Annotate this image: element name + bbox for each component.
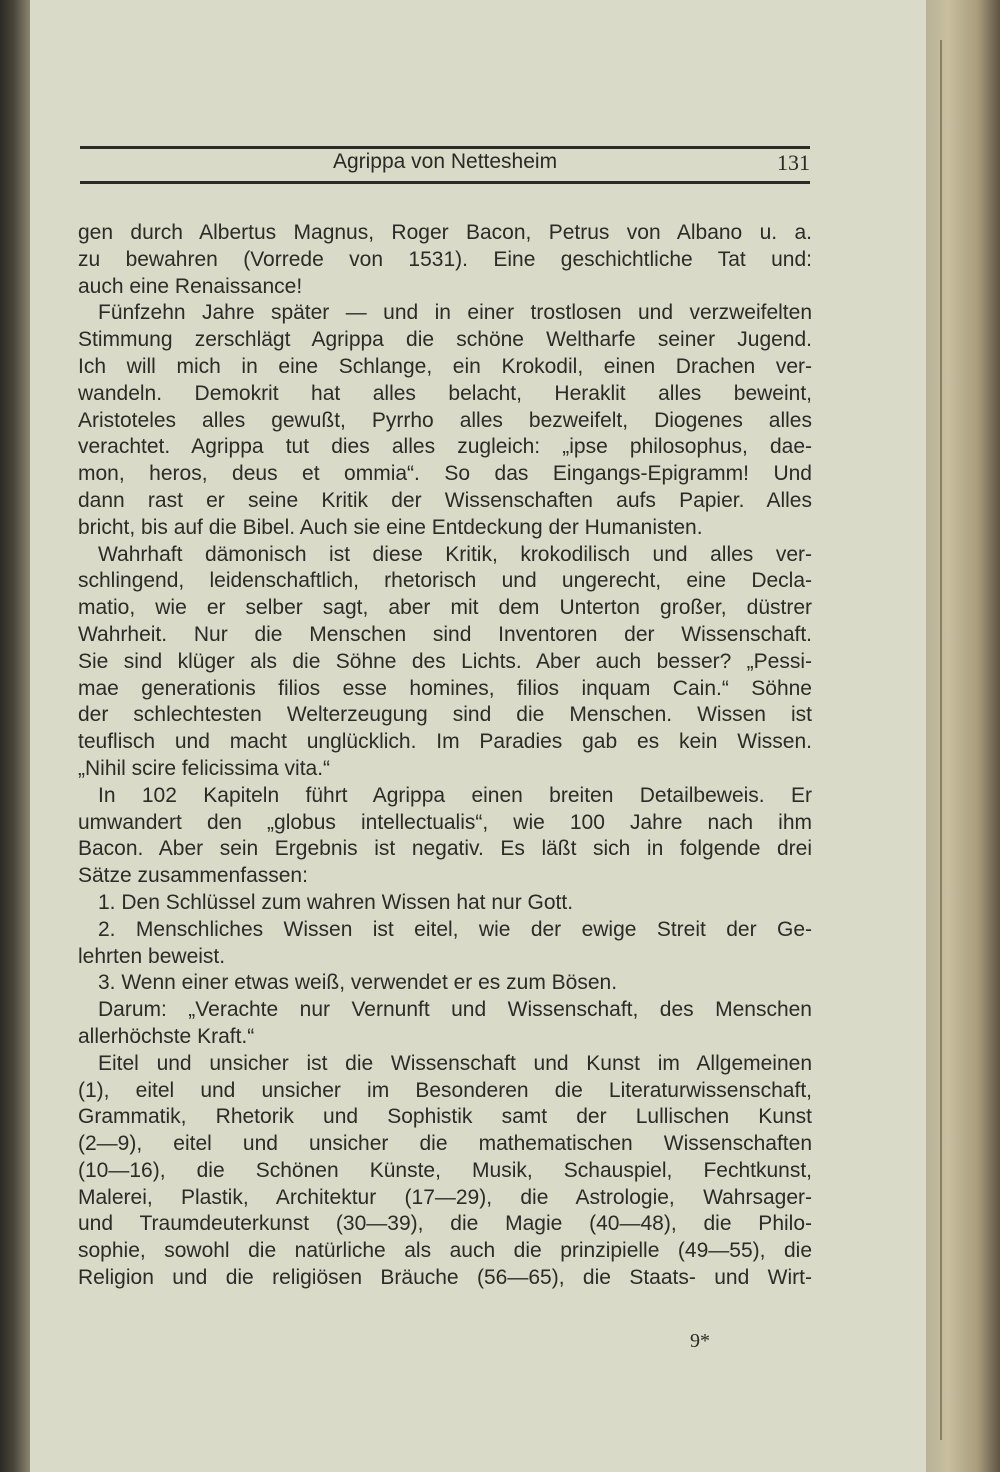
text-line: Sie sind klüger als die Söhne des Lichts. Aber auch besser? „Pessi- — [78, 649, 812, 673]
text-line: (2—9), eitel und unsicher die mathematischen Wissenschaften — [78, 1132, 812, 1156]
running-title: Agrippa von Nettesheim — [332, 150, 558, 173]
paragraph — [78, 997, 812, 1051]
text-line: 2. Menschliches Wissen ist eitel, wie der ewige Streit der Ge- — [98, 917, 812, 941]
text-line: zu bewahren (Vorrede von 1531). Eine geschichtliche Tat und: — [78, 247, 812, 271]
page-edge-line — [940, 40, 942, 1440]
paragraph — [78, 917, 812, 971]
text-line: Religion und die religiösen Bräuche (56—65), die Staats- und Wirt- — [78, 1266, 812, 1290]
header-rule-top — [80, 146, 810, 149]
paragraph — [78, 220, 812, 300]
text-line: allerhöchste Kraft.“ — [78, 1024, 255, 1048]
text-line: Aristoteles alles gewußt, Pyrrho alles bezweifelt, Diogenes alles — [78, 408, 812, 432]
text-line: wandeln. Demokrit hat alles belacht, Heraklit alles beweint, — [78, 381, 812, 405]
paragraph — [78, 1051, 812, 1292]
book-edge-right — [926, 0, 1000, 1472]
text-line: Malerei, Plastik, Architektur (17—29), die Astrologie, Wahrsager- — [78, 1185, 812, 1209]
text-line: Ich will mich in eine Schlange, ein Krokodil, einen Drachen ver- — [78, 354, 812, 378]
text-line: Sätze zusammenfassen: — [78, 864, 308, 888]
text-line: 3. Wenn einer etwas weiß, verwendet er es zum Bösen. — [98, 971, 618, 995]
text-line: matio, wie er selber sagt, aber mit dem Unterton großer, düstrer — [78, 596, 812, 620]
paragraph — [78, 300, 812, 541]
text-line: gen durch Albertus Magnus, Roger Bacon, Petrus von Albano u. a. — [78, 221, 812, 244]
page-number: 131 — [777, 150, 810, 175]
text-line: In 102 Kapiteln führt Agrippa einen breiten Detailbeweis. Er — [98, 783, 812, 807]
text-line: der schlechtesten Welterzeugung sind die Menschen. Wissen ist — [78, 703, 812, 727]
text-line: Wahrheit. Nur die Menschen sind Inventoren der Wissenschaft. — [78, 622, 812, 646]
text-line: verachtet. Agrippa tut dies alles zugleich: „ipse philosophus, dae- — [78, 435, 812, 459]
paragraph — [78, 970, 812, 997]
text-line: schlingend, leidenschaftlich, rhetorisch und ungerecht, eine Decla- — [78, 569, 812, 593]
text-line: bricht, bis auf die Bibel. Auch sie eine Entdeckung der Humanisten. — [78, 515, 703, 539]
paragraph — [78, 890, 812, 917]
text-line: mon, heros, deus et ommia“. So das Eingangs-Epigramm! Und — [78, 462, 812, 486]
text-line: dann rast er seine Kritik der Wissenschaften aufs Papier. Alles — [78, 488, 812, 512]
text-line: Stimmung zerschlägt Agrippa die schöne Weltharfe seiner Jugend. — [78, 328, 812, 352]
text-line: (1), eitel und unsicher im Besonderen die Literaturwissenschaft, — [78, 1078, 812, 1102]
text-line: Grammatik, Rhetorik und Sophistik samt der Lullischen Kunst — [78, 1105, 812, 1129]
header-rule-bottom — [80, 181, 810, 184]
text-line: auch eine Renaissance! — [78, 274, 303, 298]
text-line: Eitel und unsicher ist die Wissenschaft und Kunst im Allgemeinen — [98, 1051, 812, 1075]
book-binding-left — [0, 0, 30, 1472]
text-line: Darum: „Verachte nur Vernunft und Wissenschaft, des Menschen — [98, 998, 812, 1022]
text-line: Bacon. Aber sein Ergebnis ist negativ. Es läßt sich in folgende drei — [78, 837, 812, 861]
text-line: sophie, sowohl die natürliche als auch die prinzipielle (49—55), die — [78, 1239, 812, 1263]
paragraph — [78, 783, 812, 890]
text-line: und Traumdeuterkunst (30—39), die Magie (40—48), die Philo- — [78, 1212, 812, 1236]
text-line: Wahrhaft dämonisch ist diese Kritik, krokodilisch und alles ver- — [98, 542, 812, 566]
text-line: teuflisch und macht unglücklich. Im Paradies gab es kein Wissen. — [78, 730, 812, 754]
signature-mark: 9* — [690, 1330, 710, 1352]
body-text — [78, 220, 812, 1292]
text-line: (10—16), die Schönen Künste, Musik, Schauspiel, Fechtkunst, — [78, 1158, 812, 1182]
text-line: Fünfzehn Jahre später — und in einer trostlosen und verzweifelten — [98, 301, 812, 325]
text-line: umwandert den „globus intellectualis“, wie 100 Jahre nach ihm — [78, 810, 812, 834]
text-line: 1. Den Schlüssel zum wahren Wissen hat nur Gott. — [98, 890, 574, 914]
text-line: lehrten beweist. — [78, 944, 226, 968]
paragraph — [78, 542, 812, 783]
text-line: mae generationis filios esse homines, filios inquam Cain.“ Söhne — [78, 676, 812, 700]
text-line: „Nihil scire felicissima vita.“ — [78, 756, 331, 780]
